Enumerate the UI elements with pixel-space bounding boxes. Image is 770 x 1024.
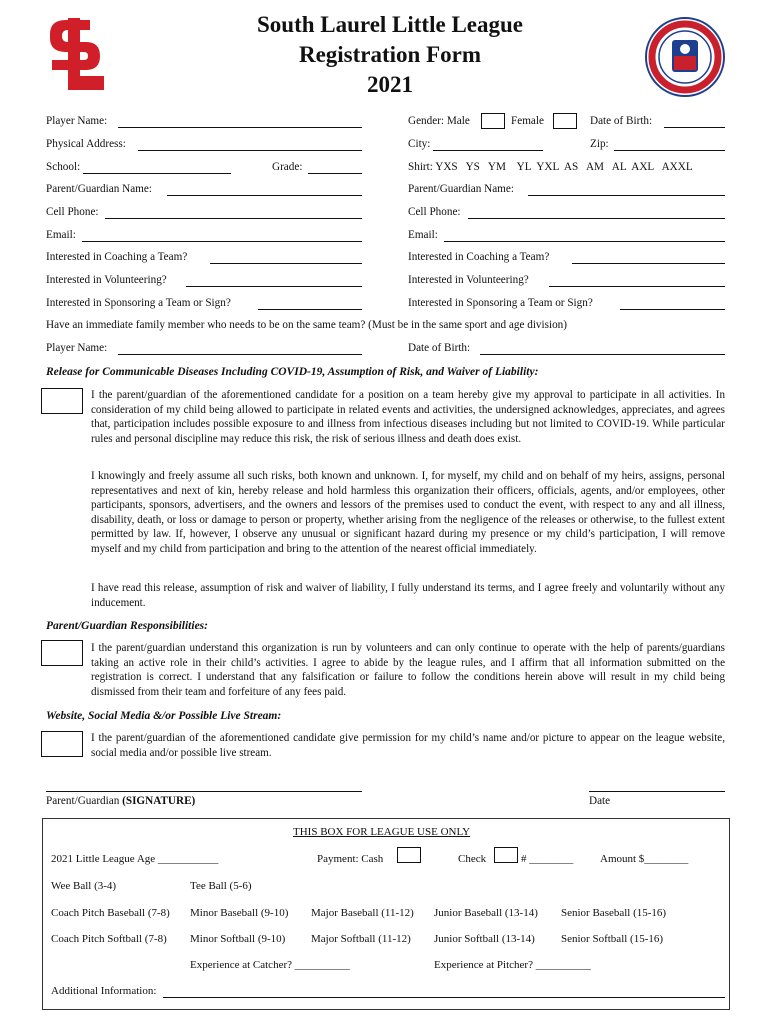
email2-field[interactable] <box>444 241 725 242</box>
email-label: Email: <box>46 229 76 241</box>
coach-pitch-baseball-option[interactable]: Coach Pitch Baseball (7-8) <box>51 907 170 919</box>
zip-field[interactable] <box>614 150 725 151</box>
website-initial-box[interactable] <box>41 731 83 757</box>
family-player-name-field[interactable] <box>118 354 362 355</box>
pitcher-experience-field[interactable]: Experience at Pitcher? __________ <box>434 959 591 971</box>
website-heading: Website, Social Media &/or Possible Live Stream: <box>46 710 282 722</box>
website-paragraph: I the parent/guardian of the aforementioned candidate give permission for my child’s name and/or picture to appear on the league website, social media and/or possible live stream. <box>91 732 725 759</box>
email-field[interactable] <box>82 241 362 242</box>
volunteering2-label: Interested in Volunteering? <box>408 274 529 286</box>
additional-info-field[interactable] <box>163 997 725 998</box>
cell-phone2-label: Cell Phone: <box>408 206 461 218</box>
physical-address-field[interactable] <box>138 150 362 151</box>
title-line-2: Registration Form <box>298 42 482 67</box>
amount-field[interactable]: Amount $________ <box>600 853 689 865</box>
zip-label: Zip: <box>590 138 609 150</box>
junior-softball-option[interactable]: Junior Softball (13-14) <box>434 933 535 945</box>
responsibilities-paragraph: I the parent/guardian understand this organization is run by volunteers and can only continue to operate with the help of parents/guardians taking an active role in their child’s activities. I agree to abide by the league rules, and I affirm that all information submitted on the registration is correct. I understand that any falsification or failure to follow the conditions herein above will result in my child being dismissed from their team and forfeiture of any fees paid. <box>91 642 725 698</box>
junior-baseball-option[interactable]: Junior Baseball (13-14) <box>434 907 538 919</box>
title-line-3: 2021 <box>367 72 413 97</box>
volunteering-label: Interested in Volunteering? <box>46 274 167 286</box>
league-use-heading: THIS BOX FOR LEAGUE USE ONLY <box>293 826 471 838</box>
additional-info-label: Additional Information: <box>51 985 157 997</box>
school-label: School: <box>46 161 81 173</box>
city-label: City: <box>408 138 431 150</box>
school-field[interactable] <box>83 173 231 174</box>
coach-pitch-softball-option[interactable]: Coach Pitch Softball (7-8) <box>51 933 167 945</box>
signature-label-prefix: Parent/Guardian <box>46 795 123 807</box>
signature-label <box>46 795 195 807</box>
volunteering-field[interactable] <box>186 286 362 287</box>
catcher-experience-field[interactable]: Experience at Catcher? __________ <box>190 959 350 971</box>
family-dob-field[interactable] <box>480 354 725 355</box>
release-paragraph-3: I have read this release, assumption of risk and waiver of liability, I fully understand its terms, and I agree freely and voluntarily without any inducement. <box>91 582 725 609</box>
signature-line[interactable] <box>46 791 362 792</box>
coaching-field[interactable] <box>210 263 362 264</box>
family-dob-label: Date of Birth: <box>408 342 471 354</box>
shirt-size-options[interactable]: Shirt: YXS YS YM YL YXL AS AM AL AXL AXXL <box>408 161 693 173</box>
cell-phone2-field[interactable] <box>468 218 725 219</box>
major-baseball-option[interactable]: Major Baseball (11-12) <box>311 907 414 919</box>
senior-softball-option[interactable]: Senior Softball (15-16) <box>561 933 664 945</box>
sponsoring2-label: Interested in Sponsoring a Team or Sign? <box>408 297 593 309</box>
title-line-1: South Laurel Little League <box>256 12 523 37</box>
city-field[interactable] <box>433 150 543 151</box>
responsibilities-initial-box[interactable] <box>41 640 83 666</box>
check-label: Check <box>458 853 487 865</box>
signature-date-label: Date <box>589 795 611 807</box>
little-league-seal <box>644 16 726 98</box>
little-league-seal-icon <box>644 16 726 98</box>
female-label: Female <box>511 115 544 127</box>
gender-male-label: Gender: Male <box>408 115 470 127</box>
payment-cash-label: Payment: Cash <box>317 853 384 865</box>
sponsoring2-field[interactable] <box>620 309 725 310</box>
family-player-name-label: Player Name: <box>46 342 108 354</box>
release-heading: Release for Communicable Diseases Including COVID-19, Assumption of Risk, and Waiver of Liability: <box>46 366 539 378</box>
volunteering2-field[interactable] <box>549 286 725 287</box>
form-title <box>200 10 580 100</box>
minor-softball-option[interactable]: Minor Softball (9-10) <box>190 933 286 945</box>
release-initial-box[interactable] <box>41 388 83 414</box>
release-paragraph-1: I the parent/guardian of the aforementioned candidate for a position on a team hereby give my approval to participate in all activities. In consideration of my child being allowed to participate in related events and activities, the undersigned acknowledges, appreciates, and agrees that, participation includes possible exposure to and illness from infectious diseases including but not limited to COVID-19. While particular rules and personal discipline may reduce this risk, the risk of serious illness and death does exist. <box>91 389 725 445</box>
senior-baseball-option[interactable]: Senior Baseball (15-16) <box>561 907 667 919</box>
male-checkbox[interactable] <box>481 113 505 129</box>
coaching2-label: Interested in Coaching a Team? <box>408 251 550 263</box>
dob-field[interactable] <box>664 127 725 128</box>
signature-label-bold: (SIGNATURE) <box>122 795 196 807</box>
sl-logo <box>42 14 108 96</box>
league-age-field[interactable]: 2021 Little League Age ___________ <box>51 853 219 865</box>
signature-date-line[interactable] <box>589 791 725 792</box>
player-name-label: Player Name: <box>46 115 108 127</box>
grade-label: Grade: <box>272 161 303 173</box>
wee-ball-option[interactable]: Wee Ball (3-4) <box>51 880 117 892</box>
parent-name-field[interactable] <box>167 195 362 196</box>
parent2-name-label: Parent/Guardian Name: <box>408 183 514 195</box>
league-use-box <box>42 818 730 1010</box>
email2-label: Email: <box>408 229 438 241</box>
cell-phone-field[interactable] <box>105 218 362 219</box>
minor-baseball-option[interactable]: Minor Baseball (9-10) <box>190 907 289 919</box>
player-name-field[interactable] <box>118 127 362 128</box>
sponsoring-field[interactable] <box>258 309 362 310</box>
release-paragraph-2: I knowingly and freely assume all such risks, both known and unknown. I, for myself, my child and on behalf of my heirs, assigns, personal representatives and next of kin, hereby release and hold harmless this organization their officers, officials, agents, and/or employees, other participants, sponsors, advertisers, and the owners and lessors of the premises used to conduct the event, with respect to any and all illness, disability, death, or loss or damage to person or property, whether arising from the negligence of the releases or otherwise, to the fullest extent permitted by law. If, however, I observe any unusual or significant hazard during my presence or my child’s participation, I will remove myself and my child from participation and bring to the attention of the nearest official immediately. <box>91 470 725 555</box>
dob-label: Date of Birth: <box>590 115 653 127</box>
parent2-name-field[interactable] <box>528 195 725 196</box>
sponsoring-label: Interested in Sponsoring a Team or Sign? <box>46 297 231 309</box>
check-number-field[interactable]: # ________ <box>521 853 574 865</box>
sl-logo-icon <box>42 14 108 96</box>
parent-name-label: Parent/Guardian Name: <box>46 183 152 195</box>
female-checkbox[interactable] <box>553 113 577 129</box>
responsibilities-heading: Parent/Guardian Responsibilities: <box>46 620 208 632</box>
cash-checkbox[interactable] <box>397 847 421 863</box>
family-question: Have an immediate family member who needs to be on the same team? (Must be in the same sport and age division) <box>46 319 567 331</box>
coaching2-field[interactable] <box>572 263 725 264</box>
physical-address-label: Physical Address: <box>46 138 126 150</box>
major-softball-option[interactable]: Major Softball (11-12) <box>311 933 411 945</box>
grade-field[interactable] <box>308 173 362 174</box>
tee-ball-option[interactable]: Tee Ball (5-6) <box>190 880 252 892</box>
cell-phone-label: Cell Phone: <box>46 206 99 218</box>
coaching-label: Interested in Coaching a Team? <box>46 251 188 263</box>
check-checkbox[interactable] <box>494 847 518 863</box>
